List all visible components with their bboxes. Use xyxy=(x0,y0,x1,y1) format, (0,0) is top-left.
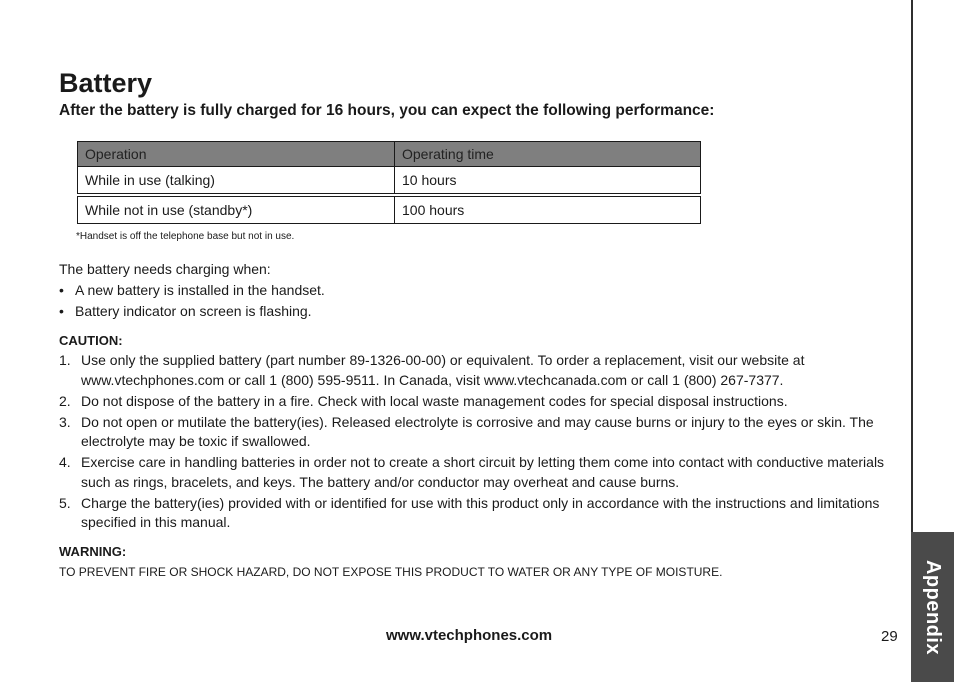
list-item xyxy=(59,351,894,390)
warning-text: TO PREVENT FIRE OR SHOCK HAZARD, DO NOT EXPOSE THIS PRODUCT TO WATER OR ANY TYPE OF MOISTURE. xyxy=(59,565,723,579)
item-text: Do not dispose of the battery in a fire. Check with local waste management codes for special disposal instructions. xyxy=(81,392,788,409)
side-tab-label: Appendix xyxy=(922,559,944,655)
item-text: Do not open or mutilate the battery(ies). Released electrolyte is corrosive and may cause burns or injury to the eyes or skin. The electrolyte may be toxic if swallowed. xyxy=(81,413,874,449)
table-cell-time: 10 hours xyxy=(395,167,701,194)
charging-list xyxy=(59,282,325,324)
bullet-glyph: • xyxy=(59,282,64,298)
item-text: Exercise care in handling batteries in order not to create a short circuit by letting them come into contact with conductive materials such as rings, bracelets, and keys. The battery and/or conductor may overheat and cause burns. xyxy=(81,454,885,490)
item-number: 4. xyxy=(59,454,71,470)
column-header-operating-time: Operating time xyxy=(395,142,701,167)
item-text: Charge the battery(ies) provided with or identified for use with this product only in accordance with the instructions and limitations specified in this manual. xyxy=(81,494,880,530)
item-text: Use only the supplied battery (part number 89-1326-00-00) or equivalent. To order a replacement, visit our website at www.vtechphones.com or call 1 (800) 595-9511. In Canada, visit www.vtechcanada.com or call 1 (800) 267-7377. xyxy=(81,352,805,388)
intro-text: After the battery is fully charged for 16 hours, you can expect the following performance: xyxy=(59,102,715,119)
table-row xyxy=(78,167,701,194)
table-row xyxy=(78,197,701,224)
list-item xyxy=(59,494,894,533)
item-number: 2. xyxy=(59,392,71,409)
list-item xyxy=(59,453,894,492)
footer-url: www.vtechphones.com xyxy=(386,627,553,644)
column-header-operation: Operation xyxy=(78,142,395,167)
table-footnote: *Handset is off the telephone base but not in use. xyxy=(76,231,295,242)
list-item-text: A new battery is installed in the handset. xyxy=(75,282,325,298)
list-item xyxy=(59,392,894,412)
charging-lead: The battery needs charging when: xyxy=(59,261,271,277)
item-number: 3. xyxy=(59,413,71,430)
item-number: 1. xyxy=(59,352,71,368)
item-number: 5. xyxy=(59,494,71,511)
list-item-text: Battery indicator on screen is flashing. xyxy=(75,303,312,319)
side-divider xyxy=(911,0,913,532)
table-cell-operation: While in use (talking) xyxy=(78,167,395,194)
list-item xyxy=(59,413,894,452)
appendix-side-tab xyxy=(911,532,954,682)
performance-table xyxy=(77,141,701,224)
caution-heading: CAUTION: xyxy=(59,333,123,348)
list-item xyxy=(59,282,325,303)
bullet-glyph: • xyxy=(59,303,64,319)
page-number: 29 xyxy=(881,628,898,645)
table-cell-time: 100 hours xyxy=(395,197,701,224)
warning-heading: WARNING: xyxy=(59,544,127,559)
table-header-row xyxy=(78,142,701,167)
list-item xyxy=(59,303,325,324)
caution-list xyxy=(59,351,894,534)
table-cell-operation: While not in use (standby*) xyxy=(78,197,395,224)
page-title: Battery xyxy=(59,68,153,98)
